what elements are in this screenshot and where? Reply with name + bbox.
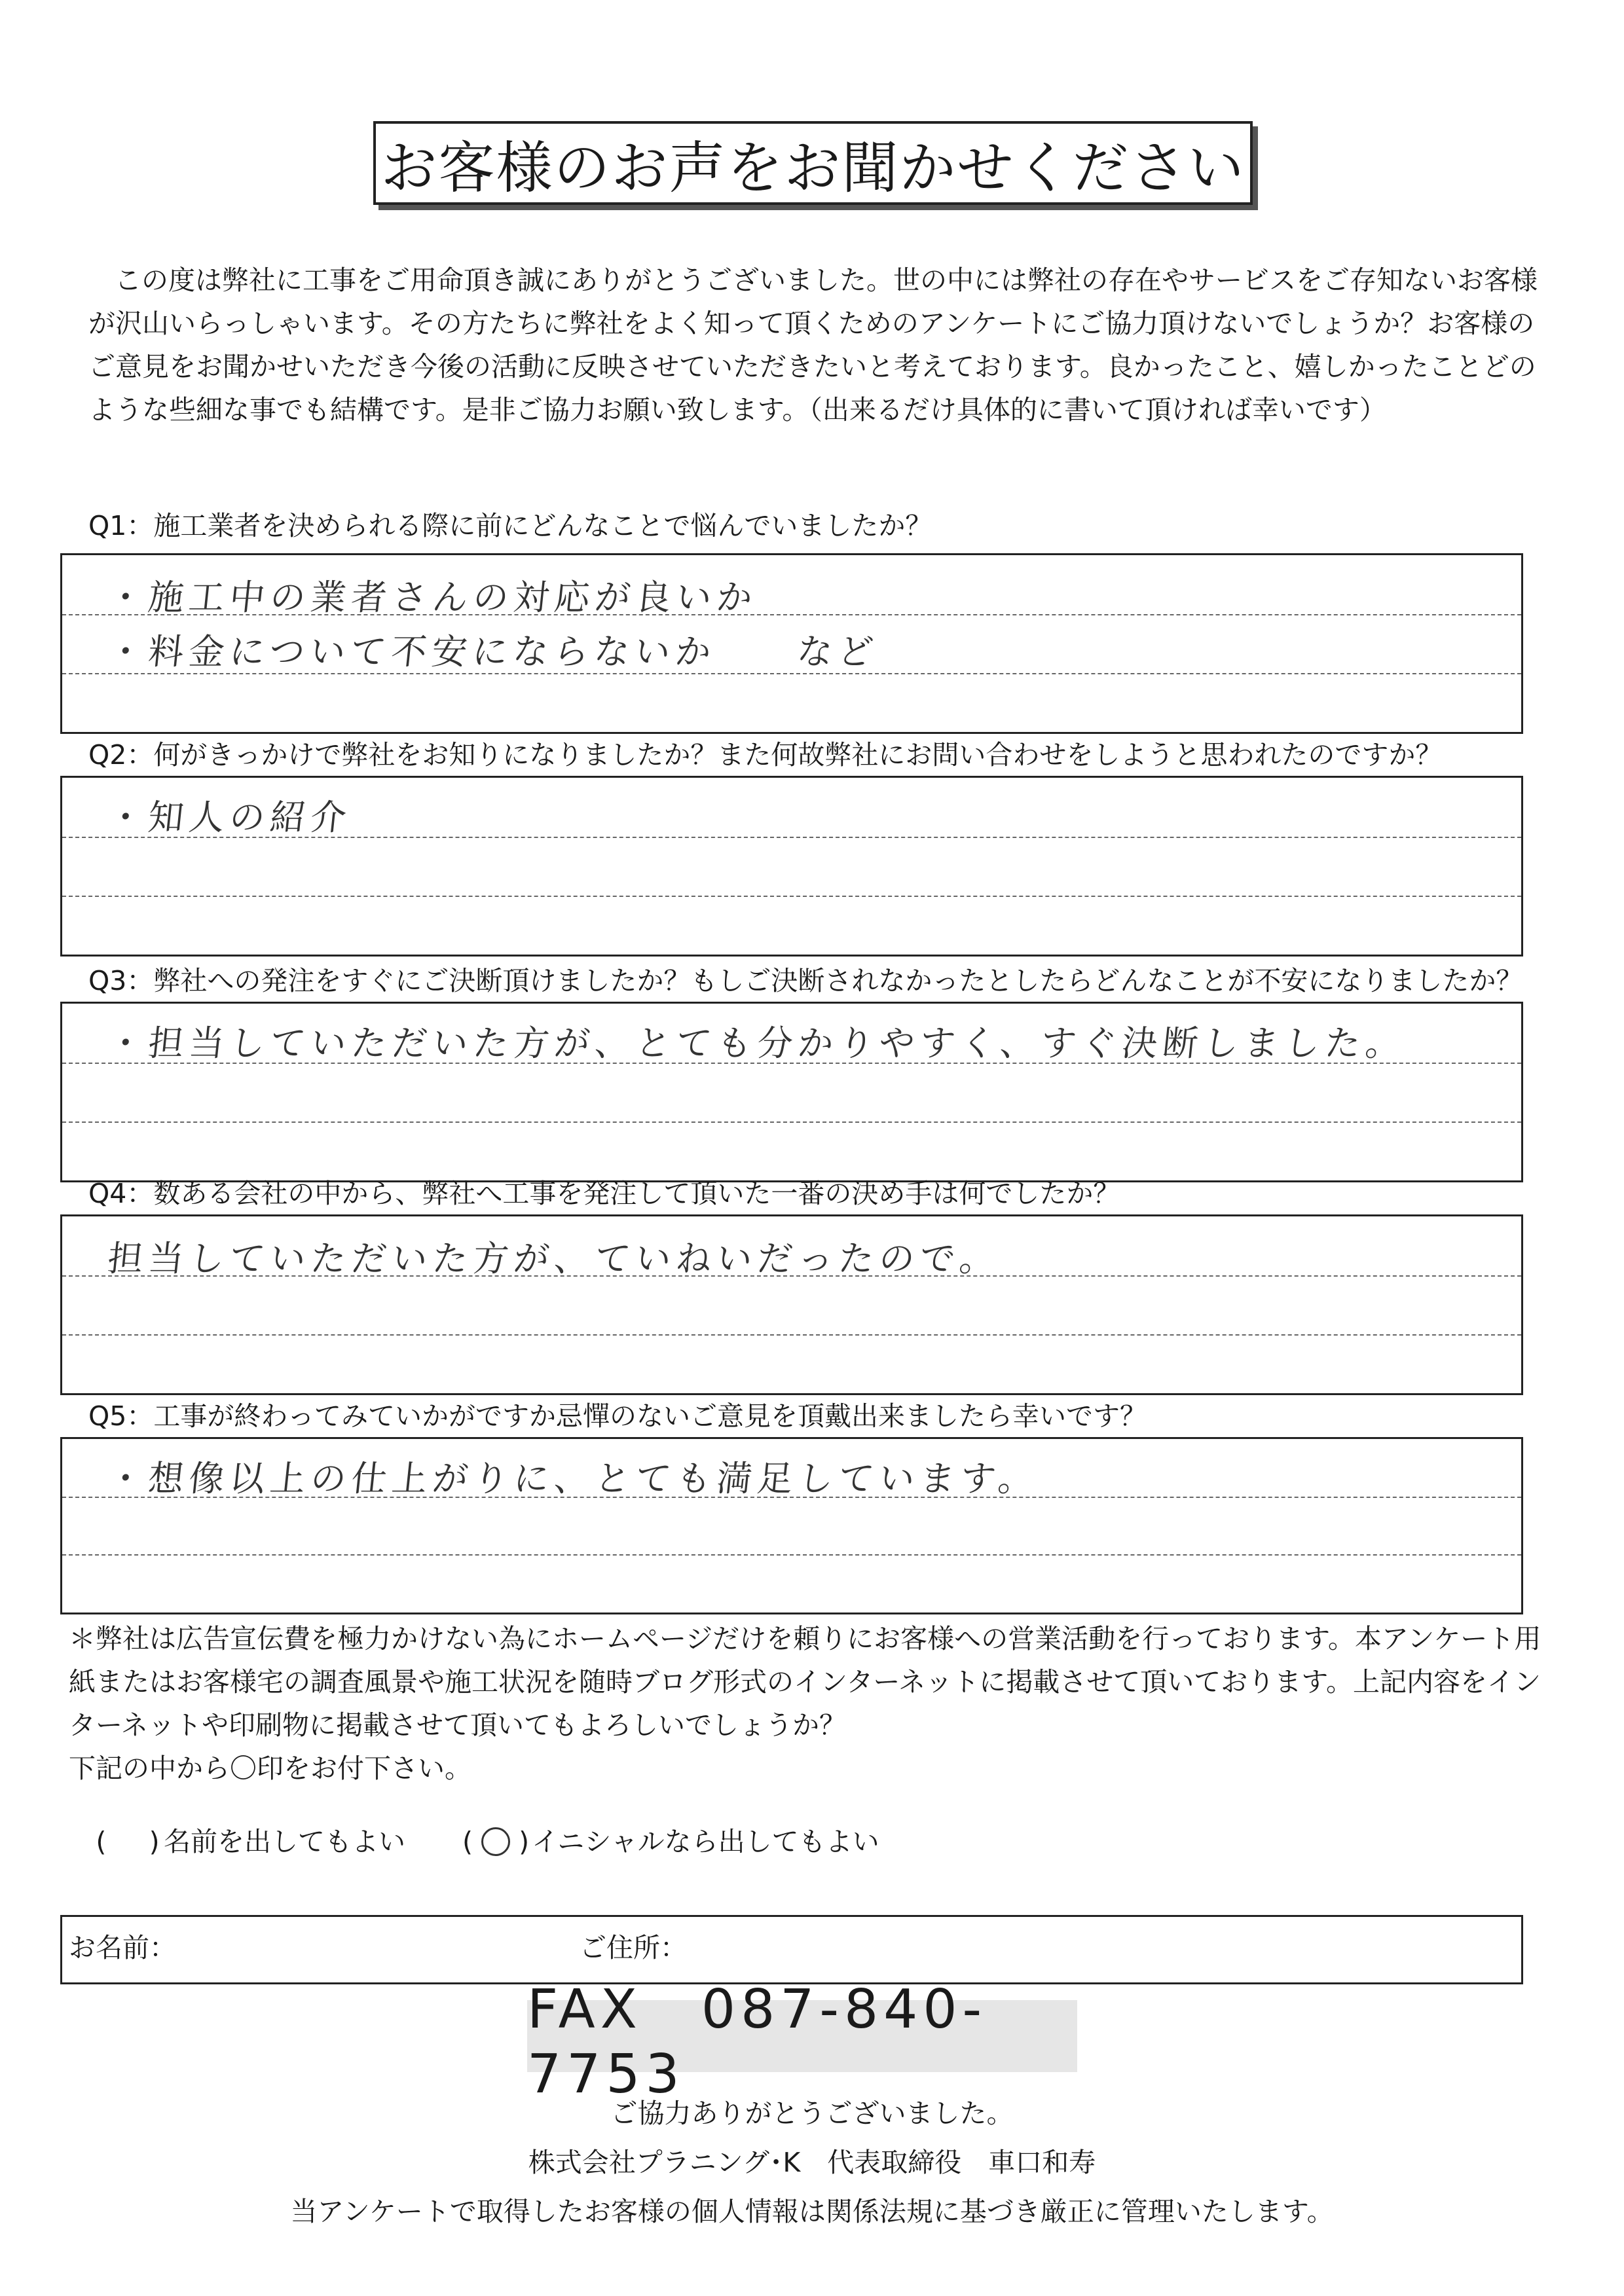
answer-box-4[interactable] [60, 1214, 1523, 1395]
circle-mark-icon [481, 1827, 510, 1856]
privacy-notice: 当アンケートで取得したお客様の個人情報は関係法規に基づき厳正に管理いたします。 [290, 2196, 1334, 2227]
question-2: Q2：何がきっかけで弊社をお知りになりましたか？また何故弊社にお問い合わせをしようと思われたのですか？ [88, 739, 1443, 771]
choice-checkbox-selected[interactable]: ( ) [462, 1826, 530, 1857]
answer-line [62, 896, 1521, 897]
survey-title: お客様のお声をお聞かせください [373, 121, 1253, 205]
choice-checkbox[interactable]: ( ) [96, 1826, 160, 1857]
notice-text: ＊弊社は広告宣伝費を極力かけない為にホームページだけを頼りにお客様への営業活動を行っております。本アンケート用紙またはお客様宅の調査風景や施工状況を随時ブログ形式のインターネットに掲載させて頂いております。上記内容をインターネットや印刷物に掲載させて頂いてもよろしいでしょうか？ [69, 1623, 1541, 1741]
answer-box-3[interactable] [60, 1002, 1523, 1182]
question-3: Q3：弊社への発注をすぐにご決断頂けましたか？もしご決断されなかったとしたらどんなことが不安になりましたか？ [88, 965, 1523, 996]
answer-box-1[interactable] [60, 553, 1523, 734]
answer-box-5[interactable] [60, 1437, 1523, 1614]
name-field-label: お名前： [69, 1932, 176, 1963]
answer-line [62, 1554, 1521, 1556]
handwritten-answer: ・知人の紹介 [105, 797, 354, 838]
intro-paragraph: この度は弊社に工事をご用命頂き誠にありがとうございました。世の中には弊社の存在やサービスをご存知ないお客様が沢山いらっしゃいます。その方たちに弊社をよく知って頂くためのアンケートにご協力頂けないでしょうか？お客様のご意見をお聞かせいただき今後の活動に反映させていただきたいと考えております。良かったこと、嬉しかったことどのような些細な事でも結構です。是非ご協力お願い致します。（出来るだけ具体的に書いて頂ければ幸いです） [88, 264, 1538, 426]
choice-instruction: 下記の中から〇印をお付下さい。 [69, 1753, 471, 1784]
answer-line [62, 1121, 1521, 1123]
question-5: Q5：工事が終わってみていかがですか忌憚のないご意見を頂戴出来ましたら幸いです？ [88, 1400, 1147, 1432]
handwritten-answer: ・想像以上の仕上がりに、とても満足しています。 [105, 1458, 1041, 1499]
choice-label: 名前を出してもよい [164, 1826, 405, 1857]
thanks-text: ご協力ありがとうございました。 [610, 2098, 1014, 2129]
question-4: Q4：数ある会社の中から、弊社へ工事を発注して頂いた一番の決め手は何でしたか？ [88, 1178, 1120, 1209]
company-signature: 株式会社プラニング･K 代表取締役 車口和寿 [528, 2147, 1096, 2178]
handwritten-answer: 担当していただいた方が、ていねいだったので。 [105, 1238, 1003, 1279]
fax-number: FAX 087-840-7753 [527, 2000, 1077, 2072]
answer-line [62, 1334, 1521, 1336]
answer-box-2[interactable] [60, 776, 1523, 957]
choice-name-ok[interactable] [92, 1820, 405, 1859]
publication-notice [69, 1617, 1562, 1790]
handwritten-answer: ・料金について不安にならないか など [105, 631, 881, 672]
choice-initial-ok[interactable] [460, 1820, 879, 1859]
handwritten-answer: ・担当していただいた方が、とても分かりやすく、すぐ決断しました。 [105, 1023, 1409, 1064]
address-field-label: ご住所： [580, 1932, 687, 1963]
handwritten-answer: ・施工中の業者さんの対応が良いか [105, 577, 760, 618]
question-1: Q1：施工業者を決められる際に前にどんなことで悩んでいましたか？ [88, 510, 932, 541]
consent-choices [92, 1820, 925, 1859]
choice-label: イニシャルなら出してもよい [532, 1826, 879, 1857]
